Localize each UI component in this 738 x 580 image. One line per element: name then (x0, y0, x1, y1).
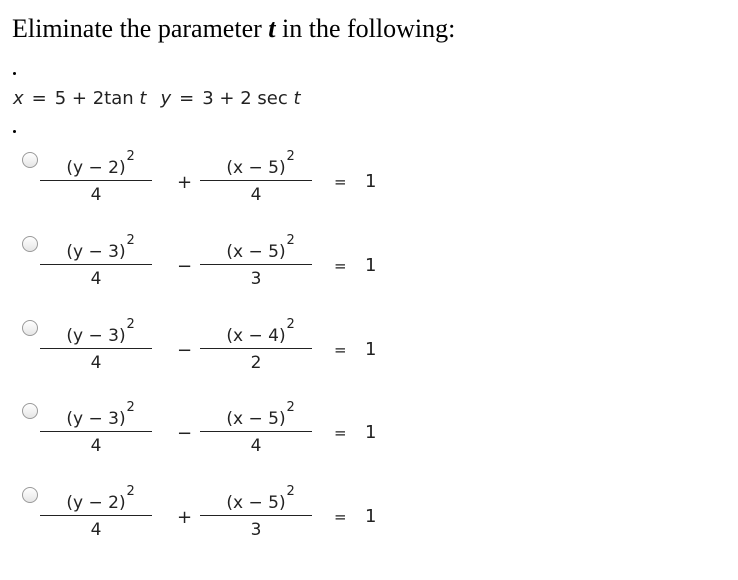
fraction-left (40, 317, 152, 373)
given-y-var: y (160, 88, 172, 109)
fraction-right (200, 400, 312, 456)
question-prompt (12, 14, 455, 44)
denominator-left: 4 (90, 269, 102, 289)
denominator-left: 4 (90, 353, 102, 373)
prompt-text-before: Eliminate the parameter (12, 14, 269, 43)
denominator-left: 4 (90, 185, 102, 205)
radio-button[interactable] (22, 320, 38, 336)
denominator-right: 4 (250, 185, 262, 205)
denominator-left: 4 (90, 436, 102, 456)
numerator-right: (x − 4) 2 (200, 326, 312, 349)
equals-sign: = (334, 173, 347, 191)
denominator-right: 3 (250, 520, 262, 540)
fraction-left (40, 484, 152, 540)
radio-button[interactable] (22, 236, 38, 252)
given-y-t: t (293, 88, 301, 109)
fraction-right (200, 317, 312, 373)
answer-option-3[interactable] (22, 317, 402, 390)
operator: − (177, 340, 193, 361)
exponent-right: 2 (286, 233, 295, 248)
exponent-right: 2 (286, 317, 295, 332)
equals-sign: = (334, 341, 347, 359)
prompt-variable: t (268, 14, 276, 43)
exponent-right: 2 (286, 400, 295, 415)
prompt-text-after: in the following: (275, 14, 456, 43)
given-x-var: x (13, 88, 24, 109)
exponent-left: 2 (126, 484, 135, 499)
numerator-right: (x − 5) 2 (200, 493, 312, 516)
given-x-expression: 5 + 2tan (54, 88, 134, 109)
numerator-left: (y − 2) 2 (40, 493, 152, 516)
denominator-left: 4 (90, 520, 102, 540)
operator: − (177, 256, 193, 277)
bullet-dot-top (13, 72, 16, 75)
fraction-left (40, 149, 152, 205)
numerator-left: (y − 3) 2 (40, 326, 152, 349)
bullet-dot-bottom (13, 130, 16, 133)
exponent-right: 2 (286, 484, 295, 499)
equals-sign: = (334, 257, 347, 275)
right-hand-side: 1 (365, 506, 377, 527)
radio-button[interactable] (22, 152, 38, 168)
right-hand-side: 1 (365, 255, 377, 276)
numerator-right: (x − 5) 2 (200, 158, 312, 181)
denominator-right: 4 (250, 436, 262, 456)
given-x-equals: = (31, 88, 47, 109)
fraction-right (200, 484, 312, 540)
exponent-left: 2 (126, 233, 135, 248)
exponent-left: 2 (126, 317, 135, 332)
equals-sign: = (334, 508, 347, 526)
numerator-left: (y − 3) 2 (40, 242, 152, 265)
answer-option-2[interactable] (22, 233, 402, 306)
radio-button[interactable] (22, 487, 38, 503)
fraction-left (40, 400, 152, 456)
equals-sign: = (334, 424, 347, 442)
fraction-right (200, 233, 312, 289)
numerator-left: (y − 2) 2 (40, 158, 152, 181)
operator: + (177, 507, 193, 528)
radio-button[interactable] (22, 403, 38, 419)
operator: − (177, 423, 193, 444)
right-hand-side: 1 (365, 171, 377, 192)
numerator-left: (y − 3) 2 (40, 409, 152, 432)
answer-option-1[interactable] (22, 149, 402, 222)
given-y-expression: 3 + 2 sec (202, 88, 288, 109)
fraction-left (40, 233, 152, 289)
fraction-right (200, 149, 312, 205)
operator: + (177, 172, 193, 193)
answer-option-4[interactable] (22, 400, 402, 473)
right-hand-side: 1 (365, 339, 377, 360)
denominator-right: 2 (250, 353, 262, 373)
given-x-t: t (139, 88, 147, 109)
right-hand-side: 1 (365, 422, 377, 443)
exponent-left: 2 (126, 149, 135, 164)
numerator-right: (x − 5) 2 (200, 409, 312, 432)
given-y-equals: = (179, 88, 195, 109)
exponent-right: 2 (286, 149, 295, 164)
denominator-right: 3 (250, 269, 262, 289)
exponent-left: 2 (126, 400, 135, 415)
given-equations (13, 88, 301, 109)
numerator-right: (x − 5) 2 (200, 242, 312, 265)
answer-option-5[interactable] (22, 484, 402, 557)
